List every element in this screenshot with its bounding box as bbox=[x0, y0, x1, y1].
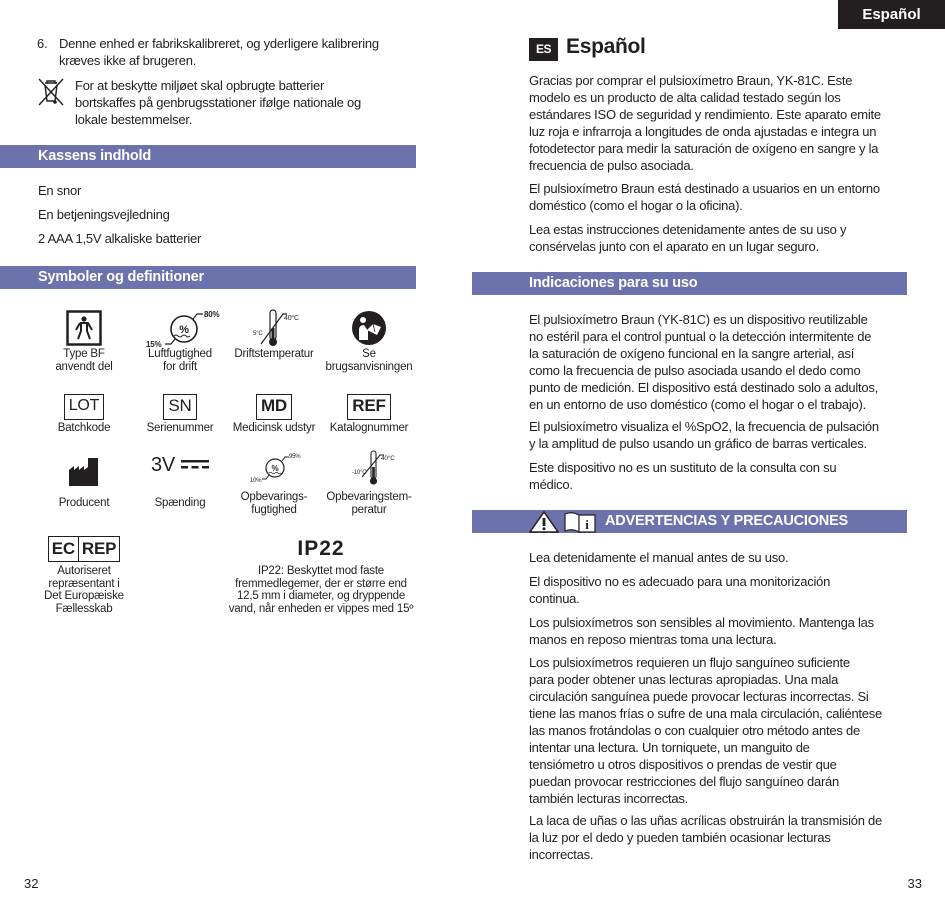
note-text-line: lokale bestemmelser. bbox=[75, 112, 193, 127]
left-page-danish bbox=[0, 0, 472, 910]
note-text-line: bortskaffes på genbrugsstationer ifølge nationale og bbox=[75, 95, 361, 110]
symbol-label: vand, når enheden er vippes med 15º bbox=[228, 602, 414, 615]
intro-paragraph: El pulsioxímetro Braun está destinado a usuarios en un entorno doméstico (como el hogar o la oficina). bbox=[529, 181, 880, 213]
svg-text:5°C: 5°C bbox=[253, 331, 263, 337]
medical-device-icon: MD bbox=[226, 392, 322, 422]
ec-rep-icon: EC REP bbox=[38, 533, 130, 565]
symbol-operating-humidity bbox=[134, 308, 226, 373]
svg-text:-10°C: -10°C bbox=[352, 470, 367, 476]
lot-icon: LOT bbox=[38, 392, 130, 422]
note-text-line: For at beskytte miljøet skal opbrugte batterier bbox=[75, 78, 325, 93]
symbol-label: for drift bbox=[163, 360, 197, 373]
consult-instructions-icon bbox=[322, 308, 416, 348]
symbol-lot bbox=[38, 392, 130, 435]
symbol-label: Se bbox=[362, 348, 376, 360]
ip22-icon: IP22 bbox=[297, 536, 345, 560]
manufacturer-icon bbox=[38, 447, 130, 497]
symbol-catalogue-number bbox=[322, 392, 416, 435]
svg-text:80%: 80% bbox=[204, 310, 220, 319]
symbol-label: Opbevaringstem- bbox=[326, 491, 412, 503]
contents-item: En snor bbox=[38, 183, 82, 198]
indications-paragraph: El pulsioxímetro Braun (YK-81C) es un dispositivo reutilizable no estéril para el control puntual o la detección intermitente de la saturación de oxígeno funcional en la sangre arterial, así como la frecuencia de pulso asociada usando el dedo como punto de medición. El dispositivo está destinado solo a adultos, en un entorno de uso doméstico (como el hogar o el trabajo). bbox=[529, 312, 878, 412]
operating-humidity-icon bbox=[134, 308, 226, 348]
item-text-line: kræves ikke af brugeren. bbox=[59, 53, 197, 68]
indications-paragraph: Este dispositivo no es un sustituto de la consulta con su médico. bbox=[529, 460, 837, 492]
symbol-consult-instructions bbox=[322, 308, 416, 373]
symbol-label: Producent bbox=[58, 497, 110, 509]
voltage-icon: 3V bbox=[134, 447, 226, 497]
symbol-storage-humidity bbox=[226, 447, 322, 516]
symbol-label: Luftfugtighed bbox=[148, 348, 212, 360]
crossed-out-bin-icon bbox=[37, 77, 75, 128]
read-manual-info-icon bbox=[563, 511, 597, 533]
symbol-label: Opbevarings- bbox=[240, 491, 308, 503]
symbol-manufacturer bbox=[38, 447, 130, 510]
svg-text:95%: 95% bbox=[289, 454, 301, 460]
symbol-label: peratur bbox=[351, 503, 387, 516]
intro-paragraph: Lea estas instrucciones detenidamente antes de su uso y consérvelas junto con el aparato en un lugar seguro. bbox=[529, 222, 847, 254]
section-header-indications: Indicaciones para su uso bbox=[472, 272, 907, 295]
language-tab: Español bbox=[838, 0, 945, 29]
warning-paragraph: Lea detenidamente el manual antes de su uso. bbox=[529, 550, 789, 565]
warning-paragraph: La laca de uñas o las uñas acrílicas obstruirán la transmisión de la luz por el dedo y pueden también ocasionar lecturas incorrectas. bbox=[529, 813, 883, 862]
symbol-ec-rep bbox=[38, 533, 130, 615]
symbol-label: Katalognummer bbox=[329, 422, 409, 434]
warnings-title: ADVERTENCIAS Y PRECAUCIONES bbox=[605, 513, 849, 529]
warning-paragraph: Los pulsioxímetros requieren un flujo sanguíneo suficiente para poder obtener unas lecturas apropiadas. Una mala circulación sanguínea puede provocar lecturas incorrectas. Si tiene las manos frías o sufre de una mala circulación, caliéntese las manos frotándolas o con cualquier otro método antes de intentar una lectura. Un torniquete, un manguito de tensiómetro u otros dispositivos o prendas de vestir que puedan provocar restricciones del flujo sanguíneo darán también lecturas incorrectas. bbox=[529, 655, 882, 806]
numbered-item-6 bbox=[37, 35, 417, 69]
symbol-serial-number bbox=[134, 392, 226, 435]
warning-paragraph: Los pulsioxímetros son sensibles al movimiento. Mantenga las manos en reposo mientras toma una lectura. bbox=[529, 615, 874, 647]
symbol-label: Autoriseret bbox=[57, 565, 111, 577]
symbol-label: 12,5 mm i diameter, og dryppende bbox=[236, 590, 406, 602]
symbol-label: Spænding bbox=[154, 497, 206, 509]
language-badge: ES bbox=[529, 38, 558, 61]
section-header-symbols: Symboler og definitioner bbox=[0, 266, 416, 289]
symbol-medical-device bbox=[226, 392, 322, 435]
symbol-type-bf bbox=[38, 308, 130, 373]
symbol-label: brugsanvisningen bbox=[325, 360, 413, 373]
svg-text:15%: 15% bbox=[146, 340, 162, 348]
symbol-label: Fællesskab bbox=[55, 602, 113, 615]
warning-triangle-icon bbox=[529, 511, 559, 533]
section-header-warnings bbox=[472, 510, 907, 533]
contents-item: En betjeningsvejledning bbox=[38, 207, 170, 222]
symbol-label: fremmedlegemer, der er større end bbox=[235, 577, 407, 590]
symbol-label: anvendt del bbox=[55, 360, 113, 373]
svg-text:%: % bbox=[271, 464, 279, 473]
symbol-label: Serienummer bbox=[146, 422, 214, 434]
svg-text:%: % bbox=[179, 324, 189, 336]
svg-text:i: i bbox=[585, 516, 589, 532]
symbol-label: Batchkode bbox=[57, 422, 111, 434]
symbol-label: Det Europæiske bbox=[44, 590, 124, 602]
svg-text:10%: 10% bbox=[250, 478, 262, 484]
symbol-operating-temperature bbox=[228, 308, 320, 361]
symbol-storage-temperature bbox=[322, 447, 416, 516]
symbol-label: fugtighed bbox=[251, 503, 297, 516]
contents-item: 2 AAA 1,5V alkaliske batterier bbox=[38, 231, 202, 246]
section-header-box-contents: Kassens indhold bbox=[0, 145, 416, 168]
storage-temperature-icon bbox=[322, 447, 416, 491]
page-title: Español bbox=[566, 35, 646, 58]
battery-disposal-note bbox=[37, 77, 417, 128]
right-page-spanish bbox=[472, 0, 945, 910]
catalogue-number-icon: REF bbox=[322, 392, 416, 422]
indications-paragraph: El pulsioxímetro visualiza el %SpO2, la frecuencia de pulsación y la amplitud de pulso usando un gráfico de barras verticales. bbox=[529, 419, 879, 451]
symbol-label: Medicinsk udstyr bbox=[232, 422, 316, 434]
page-number: 32 bbox=[24, 876, 39, 891]
warning-paragraph: El dispositivo no es adecuado para una monitorización continua. bbox=[529, 574, 831, 606]
symbol-voltage bbox=[134, 447, 226, 510]
type-bf-applied-part-icon bbox=[38, 308, 130, 348]
item-number: 6. bbox=[37, 36, 48, 51]
symbol-ip22 bbox=[222, 533, 420, 615]
svg-text:40°C: 40°C bbox=[381, 455, 395, 462]
serial-number-icon: SN bbox=[134, 392, 226, 422]
operating-temperature-icon bbox=[228, 308, 320, 348]
symbol-label: Type BF bbox=[63, 348, 105, 360]
symbol-label: repræsentant i bbox=[48, 577, 120, 590]
storage-humidity-icon bbox=[226, 447, 322, 491]
intro-paragraph: Gracias por comprar el pulsioxímetro Braun, YK-81C. Este modelo es un producto de alta calidad testado según los estándares ISO de seguridad y rendimiento. Este aparato emite luz roja e infrarroja a longitudes de onda ajustadas e integra un fotodetector para medir la saturación de oxígeno en sangre y la frecuencia de pulso asociada. bbox=[529, 73, 881, 173]
item-text-line: Denne enhed er fabrikskalibreret, og yderligere kalibrering bbox=[59, 36, 379, 51]
page-number: 33 bbox=[907, 876, 922, 891]
svg-text:40°C: 40°C bbox=[284, 315, 299, 322]
symbol-label: IP22: Beskyttet mod faste bbox=[257, 565, 385, 577]
symbol-label: Driftstemperatur bbox=[234, 348, 314, 360]
